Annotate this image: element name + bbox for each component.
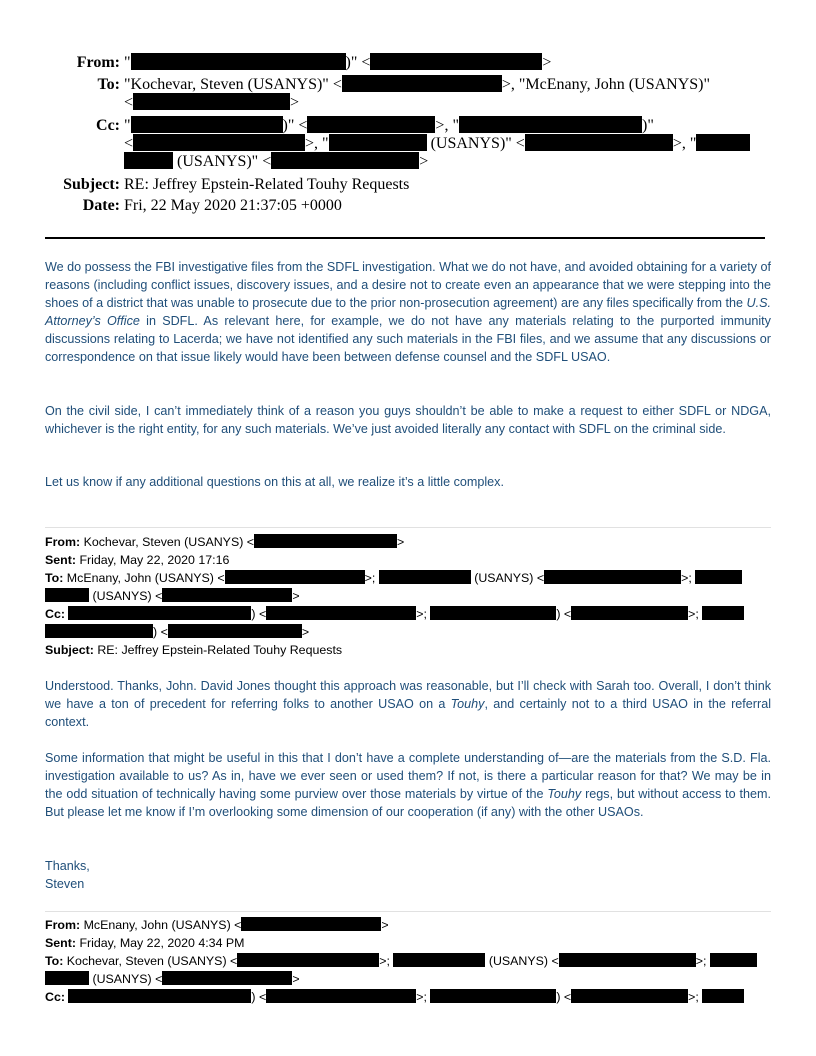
redaction [45, 624, 153, 638]
redaction [559, 953, 696, 967]
to-value [124, 75, 710, 95]
subject-label: Subject: [63, 176, 120, 193]
from-label: From: [76, 54, 120, 71]
email2-paragraph-1: Understood. Thanks, John. David Jones thought this approach was reasonable, but I’ll check with Sarah too. Overall, I don’t think we have a ton of precedent for referring folks to another USAO on a Touhy, and certainly not to a third USAO in the referral context. [45, 679, 771, 729]
redaction [45, 588, 89, 602]
redaction [133, 93, 290, 110]
email2-to-line: To: McEnany, John (USANYS) < >; (USANYS) < >; [45, 569, 742, 587]
redaction [68, 989, 251, 1003]
email2-sent-line: Sent: Friday, May 22, 2020 17:16 [45, 553, 230, 567]
message1-paragraph-2: On the civil side, I can’t immediately think of a reason you guys shouldn’t be able to make a request to either SDFL or NDGA, whichever is the right entity, for any such materials. We’ve just avoided literally any contact with SDFL on the criminal side. [45, 404, 771, 436]
email-separator [45, 527, 771, 528]
redaction [329, 134, 427, 151]
redaction [271, 152, 419, 169]
header-divider [45, 237, 765, 239]
email3-cc-line: Cc: ) < >; ) < >; [45, 988, 744, 1006]
email2-cc-line-2: ) < > [45, 623, 309, 641]
redaction [702, 606, 744, 620]
redaction [702, 989, 744, 1003]
email2-from-line: From: Kochevar, Steven (USANYS) < > [45, 535, 405, 549]
redaction [525, 134, 673, 151]
redaction [342, 75, 502, 92]
email3-to-line-2: (USANYS) < > [45, 970, 300, 988]
redaction [695, 570, 742, 584]
redaction [571, 989, 688, 1003]
email2-subject-line: Subject: RE: Jeffrey Epstein-Related Touhy Requests [45, 643, 343, 657]
redaction [696, 134, 750, 151]
cc-usanys: (USANYS)" < [430, 135, 525, 152]
emphasis: Touhy [547, 787, 582, 801]
email3-from-label: From: [45, 918, 81, 932]
email2-signature: Steven [45, 877, 85, 891]
email2-signoff: Thanks, [45, 859, 90, 873]
to-name-2: >, "McEnany, John (USANYS)" [501, 76, 711, 93]
redaction [124, 152, 173, 169]
to-label: To: [97, 76, 120, 93]
from-value: " )" < > [124, 54, 552, 71]
email3-sent-line: Sent: Friday, May 22, 2020 4:34 PM [45, 936, 245, 950]
redaction [571, 606, 688, 620]
redaction [225, 570, 365, 584]
emphasis: U.S. Attorney’s Office [45, 296, 771, 328]
redaction [370, 53, 542, 70]
redaction [430, 606, 556, 620]
redaction [266, 606, 416, 620]
email2-paragraph-2: Some information that might be useful in this that I don’t have a complete understanding of—are the materials from the S.D. Fla. investigation available to us? As in, have we ever seen or used them? If not, is there a particular reason for that? We may be in the odd situation of technically having some purview over those materials by virtue of the Touhy regs, but without access to them. But please let me know if I’m overlooking some dimension of our cooperation (if any) with the other USAOs. [45, 751, 771, 819]
cc-label: Cc: [96, 117, 120, 134]
redaction [168, 624, 302, 638]
email2-cc-label: Cc: [45, 607, 65, 621]
email3-from-line: From: McEnany, John (USANYS) < > [45, 918, 389, 932]
email3-sent-label: Sent: [45, 936, 76, 950]
redaction [307, 116, 435, 133]
message1-paragraph-1: We do possess the FBI investigative files from the SDFL investigation. What we do not have, and avoided obtaining for a variety of reasons (including conflict issues, discovery issues, and a desire not to create even an appearance that we were stepping into the shoes of a district that was unable to prosecute due to the prior non-prosecution agreement) are any files specifically from the U.S. Attorney’s Office in SDFL. As relevant here, for example, we do not have any materials relating to the purported immunity discussions relating to Lacerda; we have not identified any such materials in the FBI files, and we assume that any discussions or correspondence on that issue likely would have been between defense counsel and the SDFL USAO. [45, 260, 771, 364]
email3-cc-label: Cc: [45, 990, 65, 1004]
redaction [710, 953, 757, 967]
redaction [254, 534, 397, 548]
to-name-1: "Kochevar, Steven (USANYS)" < [124, 76, 342, 93]
date-label: Date: [82, 197, 120, 214]
redaction [45, 971, 89, 985]
date-value: Fri, 22 May 2020 21:37:05 +0000 [124, 197, 342, 214]
redaction [241, 917, 381, 931]
cc-usanys-2: (USANYS)" < [177, 153, 272, 170]
email3-to-line: To: Kochevar, Steven (USANYS) < >; (USANYS) < >; [45, 952, 757, 970]
email3-to-label: To: [45, 954, 64, 968]
email2-sent-label: Sent: [45, 553, 76, 567]
redaction [430, 989, 556, 1003]
email-separator [45, 911, 771, 912]
emphasis: Touhy [450, 697, 485, 711]
email2-cc-line: Cc: ) < >; ) < >; [45, 605, 744, 623]
redaction [393, 953, 485, 967]
email2-subject-label: Subject: [45, 643, 94, 657]
message1-paragraph-3: Let us know if any additional questions on this at all, we realize it’s a little complex. [45, 475, 504, 489]
redaction [237, 953, 379, 967]
redaction [379, 570, 471, 584]
subject-value: RE: Jeffrey Epstein-Related Touhy Requests [124, 176, 410, 193]
email2-to-line-2: (USANYS) < > [45, 587, 300, 605]
redaction [266, 989, 416, 1003]
redaction [162, 588, 292, 602]
redaction [133, 134, 305, 151]
email2-to-label: To: [45, 571, 64, 585]
redaction [162, 971, 292, 985]
redaction [68, 606, 251, 620]
redaction [131, 53, 346, 70]
redaction [131, 116, 283, 133]
redaction [459, 116, 642, 133]
redaction [544, 570, 681, 584]
email2-from-label: From: [45, 535, 81, 549]
